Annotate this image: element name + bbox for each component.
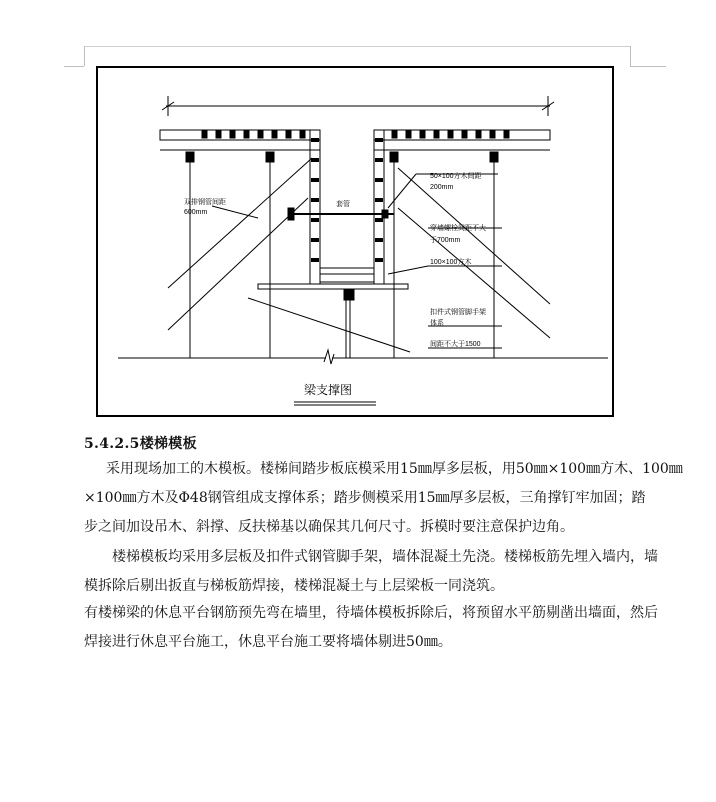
section-heading [84, 433, 197, 453]
label-pipe-spacing-value: 600mm [184, 209, 208, 216]
label-pipe-spacing: 双排钢管间距 [184, 199, 226, 206]
label-bolt-value: 于700mm [430, 237, 461, 244]
paragraph-1 [84, 455, 683, 542]
beam-support-drawing [98, 68, 612, 415]
paragraph-line: 有楼梯梁的休息平台钢筋预先弯在墙里，待墙体模板拆除后，将预留水平筋剔凿出墙面，然后 [84, 605, 658, 621]
label-scaffold-2: 体系 [430, 320, 444, 327]
label-bolt: 穿墙螺栓间距不大 [430, 225, 486, 232]
paragraph-2 [84, 543, 672, 601]
paragraph-line: 模拆除后剔出扳直与梯板筋焊接，楼梯混凝土与上层梁板一同浇筑。 [84, 578, 504, 594]
left-slab-ribs [202, 131, 305, 138]
label-sleeve: 套管 [336, 201, 350, 208]
page-top-edge [84, 46, 630, 47]
label-timber: 100×100方木 [430, 259, 472, 266]
label-top-timber-value: 200mm [430, 184, 454, 191]
brace-center [248, 298, 410, 352]
margin-corner-mark-left-v [84, 46, 85, 66]
margin-corner-mark-left [64, 66, 84, 67]
paragraph-line: ×100㎜方木及Φ48钢管组成支撑体系；踏步侧模采用15㎜厚多层板，三角撑钉牢加固；踏 [84, 490, 646, 506]
label-scaffold: 扣件式钢管脚手架 [430, 309, 486, 316]
figure-caption: 梁支撑图 [304, 383, 353, 397]
margin-corner-mark-right [630, 66, 666, 67]
paragraph-line: 焊接进行休息平台施工，休息平台施工要将墙体剔进50㎜。 [84, 634, 452, 650]
ledger-bar [258, 284, 408, 289]
section-number: 5.4.2.5 [84, 436, 140, 452]
label-top-timber: 50×100方木间距 [430, 173, 482, 180]
paragraph-3 [84, 599, 672, 657]
beam-support-figure [96, 66, 614, 417]
brace-right-1 [398, 168, 550, 304]
top-supports [186, 152, 498, 162]
margin-corner-mark-right-v [630, 46, 631, 66]
section-title: 楼梯模板 [139, 436, 197, 452]
label-spacing: 间距不大于1500 [430, 341, 481, 348]
right-slab-ribs [392, 131, 509, 138]
beam-bottom-form [320, 274, 374, 282]
paragraph-line: 采用现场加工的木模板。楼梯间踏步板底模采用15㎜厚多层板，用50㎜×100㎜方木、100㎜ [106, 461, 683, 477]
left-slab [160, 130, 320, 140]
paragraph-line: 步之间加设吊木、斜撑、反扶梯基以确保其几何尺寸。拆模时要注意保护边角。 [84, 519, 574, 535]
paragraph-line: 楼梯模板均采用多层板及扣件式钢管脚手架，墙体混凝土先浇。楼梯板筋先埋入墙内，墙 [112, 549, 658, 565]
